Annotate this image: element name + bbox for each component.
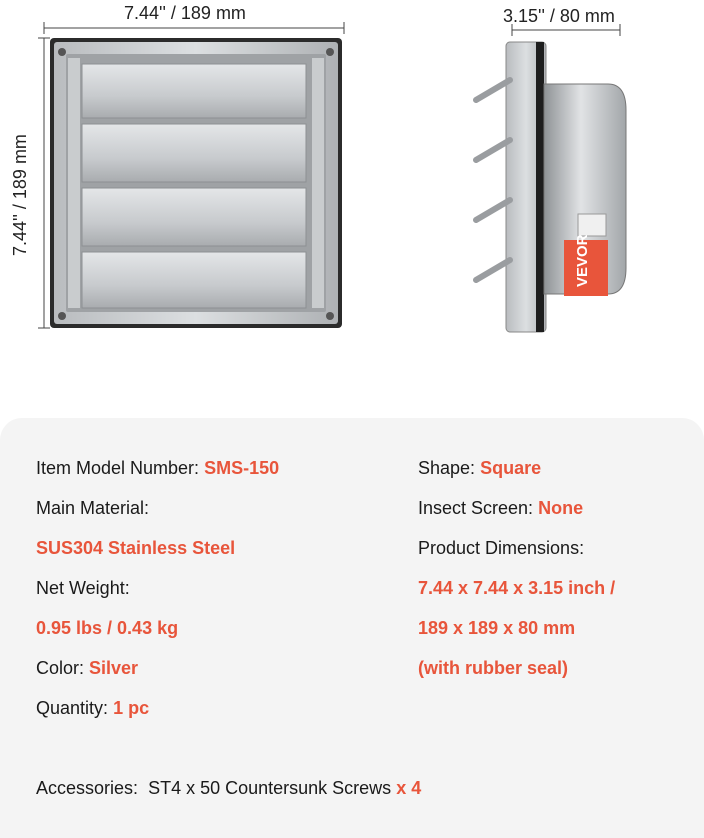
net-weight-value: 0.95 lbs / 0.43 kg bbox=[36, 618, 179, 638]
color-value: Silver bbox=[89, 658, 139, 678]
brand-label: VEVOR bbox=[574, 234, 591, 287]
product-dimensions-line2: 189 x 189 x 80 mm bbox=[418, 618, 576, 638]
shape-label: Shape: bbox=[418, 458, 476, 478]
accessories-value: ST4 x 50 Countersunk Screws bbox=[148, 778, 392, 798]
accessories-count: x 4 bbox=[396, 778, 422, 798]
specifications-panel bbox=[0, 418, 704, 838]
quantity-value: 1 pc bbox=[113, 698, 150, 718]
quantity-label: Quantity: bbox=[36, 698, 109, 718]
product-dimensions-line3: (with rubber seal) bbox=[418, 658, 569, 678]
side-depth-dimension: 3.15'' / 80 mm bbox=[503, 6, 615, 26]
insect-screen-label: Insect Screen: bbox=[418, 498, 534, 518]
product-illustration-area bbox=[0, 0, 704, 418]
front-height-dimension: 7.44'' / 189 mm bbox=[10, 134, 30, 256]
item-model-label: Item Model Number: bbox=[36, 458, 200, 478]
front-width-dimension: 7.44'' / 189 mm bbox=[124, 3, 246, 23]
main-material-label: Main Material: bbox=[36, 498, 150, 518]
item-model-row bbox=[36, 458, 279, 479]
color-label: Color: bbox=[36, 658, 85, 678]
item-model-value: SMS-150 bbox=[204, 458, 280, 478]
accessories-label: Accessories: bbox=[36, 778, 139, 798]
product-dimensions-line1: 7.44 x 7.44 x 3.15 inch / bbox=[418, 578, 616, 598]
net-weight-label: Net Weight: bbox=[36, 578, 130, 598]
quantity-row bbox=[36, 698, 149, 719]
front-view-illustration bbox=[0, 0, 704, 418]
insect-screen-value: None bbox=[538, 498, 584, 518]
color-row bbox=[36, 658, 138, 679]
main-material-value: SUS304 Stainless Steel bbox=[36, 538, 236, 558]
shape-row bbox=[418, 458, 541, 479]
product-dimensions-label: Product Dimensions: bbox=[418, 538, 585, 558]
accessories-row bbox=[36, 778, 421, 799]
shape-value: Square bbox=[480, 458, 542, 478]
insect-screen-row bbox=[418, 498, 583, 519]
